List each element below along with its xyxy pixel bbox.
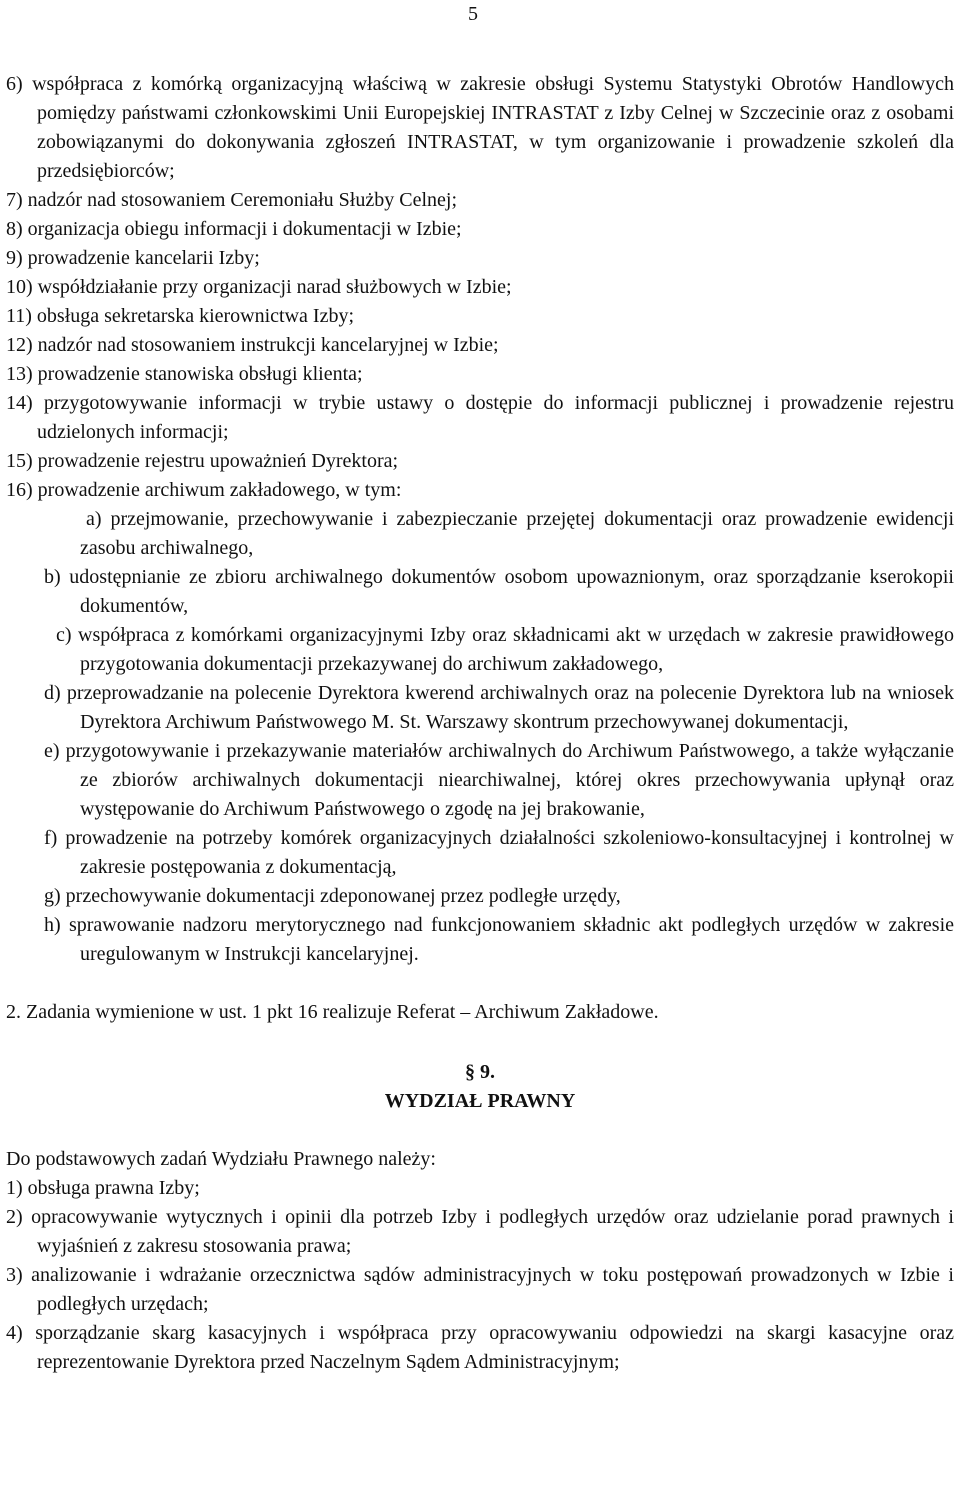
list-item: 9) prowadzenie kancelarii Izby; — [6, 247, 260, 269]
section-title: WYDZIAŁ PRAWNY — [384, 1090, 576, 1112]
document-body — [6, 70, 954, 1377]
list-item: 4) sporządzanie skarg kasacyjnych i współpraca przy opracowywaniu odpowiedzi na skargi kasacyjne oraz reprezentowanie Dyrektora przed Naczelnym Sądem Administracyjnym; — [6, 1322, 954, 1373]
sub-list-item: f) prowadzenie na potrzeby komórek organizacyjnych działalności szkoleniowo-konsultacyjnej i kontrolnej w zakresie postępowania z dokumentacją, — [44, 827, 954, 878]
paragraph-point-2: 2. Zadania wymienione w ust. 1 pkt 16 realizuje Referat – Archiwum Zakładowe. — [6, 1001, 659, 1023]
sub-list-item: b) udostępnianie ze zbioru archiwalnego dokumentów osobom upowaznionym, oraz sporządzanie kserokopii dokumentów, — [44, 566, 954, 617]
sub-list-item: h) sprawowanie nadzoru merytorycznego nad funkcjonowaniem składnic akt podległych urzędów w zakresie uregulowanym w Instrukcji kancelaryjnej. — [44, 914, 954, 965]
sub-list-item: c) współpraca z komórkami organizacyjnymi Izby oraz składnicami akt w urzędach w zakresie prawidłowego przygotowania dokumentacji przekazywanej do archiwum zakładowego, — [56, 624, 954, 675]
list-item: 11) obsługa sekretarska kierownictwa Izby; — [6, 305, 355, 327]
list-item: 1) obsługa prawna Izby; — [6, 1177, 200, 1199]
sub-list-item: e) przygotowywanie i przekazywanie materiałów archiwalnych do Archiwum Państwowego, a także wyłączanie ze zbiorów archiwalnych dokumentacji niearchiwalnej, której okres przechowywania upłynął oraz występowanie do Archiwum Państwowego o zgodę na jej brakowanie, — [44, 740, 954, 820]
sub-list-item: a) przejmowanie, przechowywanie i zabezpieczanie przejętej dokumentacji oraz prowadzenie ewidencji zasobu archiwalnego, — [80, 508, 954, 559]
list-item: 14) przygotowywanie informacji w trybie ustawy o dostępie do informacji publicznej i prowadzenie rejestru udzielonych informacji; — [6, 392, 954, 443]
sub-list-item: d) przeprowadzanie na polecenie Dyrektora kwerend archiwalnych oraz na polecenie Dyrektora lub na wniosek Dyrektora Archiwum Państwowego M. St. Warszawy skontrum przechowywanej dokumentacji, — [44, 682, 954, 733]
list-item: 15) prowadzenie rejestru upoważnień Dyrektora; — [6, 450, 399, 472]
list-item: 16) prowadzenie archiwum zakładowego, w tym: — [6, 479, 402, 501]
list-item: 8) organizacja obiegu informacji i dokumentacji w Izbie; — [6, 218, 462, 240]
list-item: 3) analizowanie i wdrażanie orzecznictwa sądów administracyjnych w toku postępowań prowadzonych w Izbie i podległych urzędach; — [6, 1264, 954, 1315]
list-item: 13) prowadzenie stanowiska obsługi klienta; — [6, 363, 363, 385]
sub-list-item: g) przechowywanie dokumentacji zdeponowanej przez podległe urzędy, — [44, 885, 621, 907]
page-number: 5 — [468, 3, 478, 25]
section-sign: § 9. — [465, 1061, 495, 1083]
list-item: 6) współpraca z komórką organizacyjną właściwą w zakresie obsługi Systemu Statystyki Obrotów Handlowych pomiędzy państwami członkowskimi Unii Europejskiej INTRASTAT z Izby Celnej w Szczecinie oraz z osobami zobowiązanymi do dokonywania zgłoszeń INTRASTAT, w tym organizowanie i prowadzenie szkoleń dla przedsiębiorców; — [6, 73, 954, 182]
list-item: 10) współdziałanie przy organizacji narad służbowych w Izbie; — [6, 276, 512, 298]
list-item: 7) nadzór nad stosowaniem Ceremoniału Służby Celnej; — [6, 189, 458, 211]
list-item: 12) nadzór nad stosowaniem instrukcji kancelaryjnej w Izbie; — [6, 334, 499, 356]
section-intro: Do podstawowych zadań Wydziału Prawnego należy: — [6, 1148, 436, 1170]
list-item: 2) opracowywanie wytycznych i opinii dla potrzeb Izby i podległych urzędów oraz udzielanie porad prawnych i wyjaśnień z zakresu stosowania prawa; — [6, 1206, 954, 1257]
